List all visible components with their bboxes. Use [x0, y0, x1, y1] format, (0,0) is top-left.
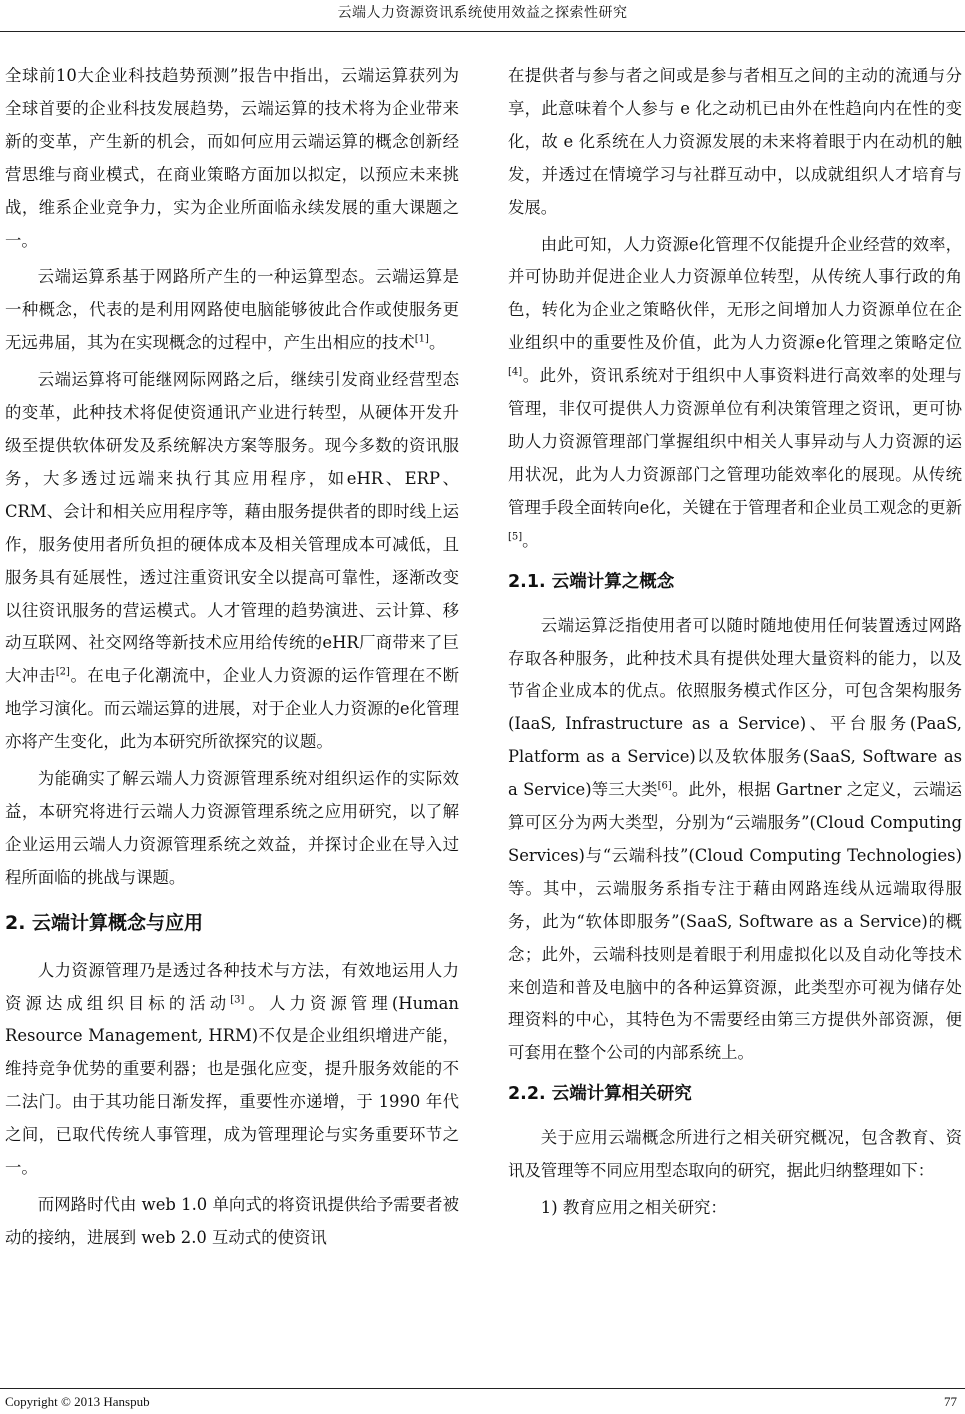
left-column — [5, 60, 459, 1259]
section-2-heading: 2. 云端计算概念与应用 — [5, 911, 204, 934]
right-paragraph-1: 在提供者与参与者之间或是参与者相互之间的主动的流通与分享，此意味着个人参与 e 化之动机已由外在性趋向内在性的变化，故 e 化系统在人力资源发展的未来将着眼于内在动机的触发，并透过在情境学习与社群互动中，以成就组织人才培育与发展。 — [508, 66, 962, 217]
section-2-2-heading: 2.2. 云端计算相关研究 — [508, 1084, 692, 1105]
right-paragraph-3 — [508, 610, 962, 1071]
footer-rule — [0, 1388, 965, 1389]
left-paragraph-1: 全球前10大企业科技趋势预测”报告中指出，云端运算获列为全球首要的企业科技发展趋势，云端运算的技术将为企业带来新的变革，产生新的机会，而如何应用云端运算的概念创新经营思维与商业模式，在商业策略方面加以拟定，以预应未来挑战，维系企业竞争力，实为企业所面临永续发展的重大课题之一。 — [5, 66, 459, 250]
list-item-1: 1) 教育应用之相关研究： — [540, 1198, 727, 1218]
left-paragraph-6: 而网路时代由 web 1.0 单向式的将资讯提供给予需要者被动的接纳，进展到 web 2.0 互动式的使资讯 — [5, 1195, 459, 1247]
right-paragraph-3-end: 。此外，根据 Gartner 之定义，云端运算可区分为两大类型，分别为“云端服务”(Cloud Computing Services)与“云端科技”(Cloud Computing Technologies)等。其中，云端服务系指专注于藉由网路连线从远端取得服务，此为“软体即服务”(SaaS, Software as a Service)的概念；此外，云端科技则是着眼于利用虚拟化以及自动化等技术来创造和普及电脑中的各种运算资源，此类型亦可视为储存处理资料的中心，其特色为不需要经由第三方提供外部资源，便可套用在整个公司的内部系统上。 — [508, 780, 962, 1063]
right-paragraph-2-end: 。 — [522, 530, 539, 550]
citation-6[interactable]: [6] — [657, 780, 672, 792]
header-rule — [0, 31, 965, 32]
right-paragraph-2-mid: 。此外，资讯系统对于组织中人事资料进行高效率的处理与管理，非仅可提供人力资源单位有利决策管理之资讯，更可协助人力资源管理部门掌握组织中相关人事异动与人力资源的运用状况，此为人力资源部门之管理功能效率化的展现。从传统管理手段全面转向e化，关键在于管理者和企业员工观念的更新 — [508, 366, 962, 517]
left-paragraph-3-text: 云端运算将可能继网际网路之后，继续引发商业经营型态的变革，此种技术将促使资通讯产业进行转型，从硬体开发升级至提供软体研发及系统解决方案等服务。现今多数的资讯服务，大多透过远端来执行其应用程序，如eHR、ERP、CRM、会计和相关应用程序等，藉由服务提供者的即时线上运作，服务使用者所负担的硬体成本及相关管理成本可减低，且服务具有延展性，透过注重资讯安全以提高可靠性，逐渐改变以往资讯服务的营运模式。人才管理的趋势演进、云计算、移动互联网、社交网络等新技术应用给传统的eHR厂商带来了巨大冲击 — [5, 370, 459, 686]
left-paragraph-2 — [5, 261, 459, 360]
right-paragraph-2 — [508, 229, 962, 558]
left-paragraph-2-end: 。 — [428, 333, 446, 353]
citation-1[interactable]: [1] — [414, 333, 429, 345]
right-paragraph-3-text: 云端运算泛指使用者可以随时随地使用任何装置透过网路存取各种服务，此种技术具有提供处理大量资料的能力，以及节省企业成本的优点。依照服务模式作区分，可包含架构服务(IaaS, Infrastructure as a Service)、平台服务(PaaS, Platform as a Service)以及软体服务(SaaS, Software as a Service)等三大类 — [508, 615, 962, 800]
left-paragraph-2-text: 云端运算系基于网路所产生的一种运算型态。云端运算是一种概念，代表的是利用网路使电脑能够彼此合作或使服务更无远弗届，其为在实现概念的过程中，产生出相应的技术 — [5, 267, 459, 353]
right-column — [508, 60, 962, 1229]
left-paragraph-5-text: 人力资源管理乃是透过各种技术与方法，有效地运用人力资源达成组织目标的活动 — [5, 960, 459, 1013]
section-2-1-heading: 2.1. 云端计算之概念 — [508, 571, 675, 592]
left-paragraph-3-end: 。在电子化潮流中，企业人力资源的运作管理在不断地学习演化。而云端运算的进展，对于企业人力资源的e化管理亦将产生变化，此为本研究所欲探究的议题。 — [5, 666, 459, 752]
citation-3[interactable]: [3] — [230, 994, 245, 1006]
left-paragraph-4: 为能确实了解云端人力资源管理系统对组织运作的实际效益，本研究将进行云端人力资源管理系统之应用研究，以了解企业运用云端人力资源管理系统之效益，并探讨企业在导入过程所面临的挑战与课题。 — [5, 769, 459, 887]
citation-4[interactable]: [4] — [508, 366, 523, 378]
citation-5[interactable]: [5] — [508, 531, 523, 543]
copyright-notice: Copyright © 2013 Hanspub — [5, 1394, 150, 1409]
left-paragraph-5 — [5, 955, 459, 1185]
running-head: 云端人力资源资讯系统使用效益之探索性研究 — [337, 5, 628, 21]
right-paragraph-4: 关于应用云端概念所进行之相关研究概况，包含教育、资讯及管理等不同应用型态取向的研究，据此归纳整理如下： — [508, 1128, 962, 1181]
left-paragraph-5-end: 。人力资源管理(Human Resource Management, HRM)不仅是企业组织增进产能，维持竞争优势的重要利器；也是强化应变，提升服务效能的不二法门。由于其功能日渐发挥，重要性亦递增，于 1990 年代之间，已取代传统人事管理，成为管理理论与实务重要环节之一。 — [5, 993, 459, 1178]
page-number: 77 — [944, 1394, 957, 1409]
citation-2[interactable]: [2] — [55, 666, 70, 678]
left-paragraph-3 — [5, 364, 459, 759]
right-paragraph-2-text: 由此可知，人力资源e化管理不仅能提升企业经营的效率，并可协助并促进企业人力资源单位转型，从传统人事行政的角色，转化为企业之策略伙伴，无形之间增加人力资源单位在企业组织中的重要性及价值，此为人力资源e化管理之策略定位 — [508, 234, 962, 353]
